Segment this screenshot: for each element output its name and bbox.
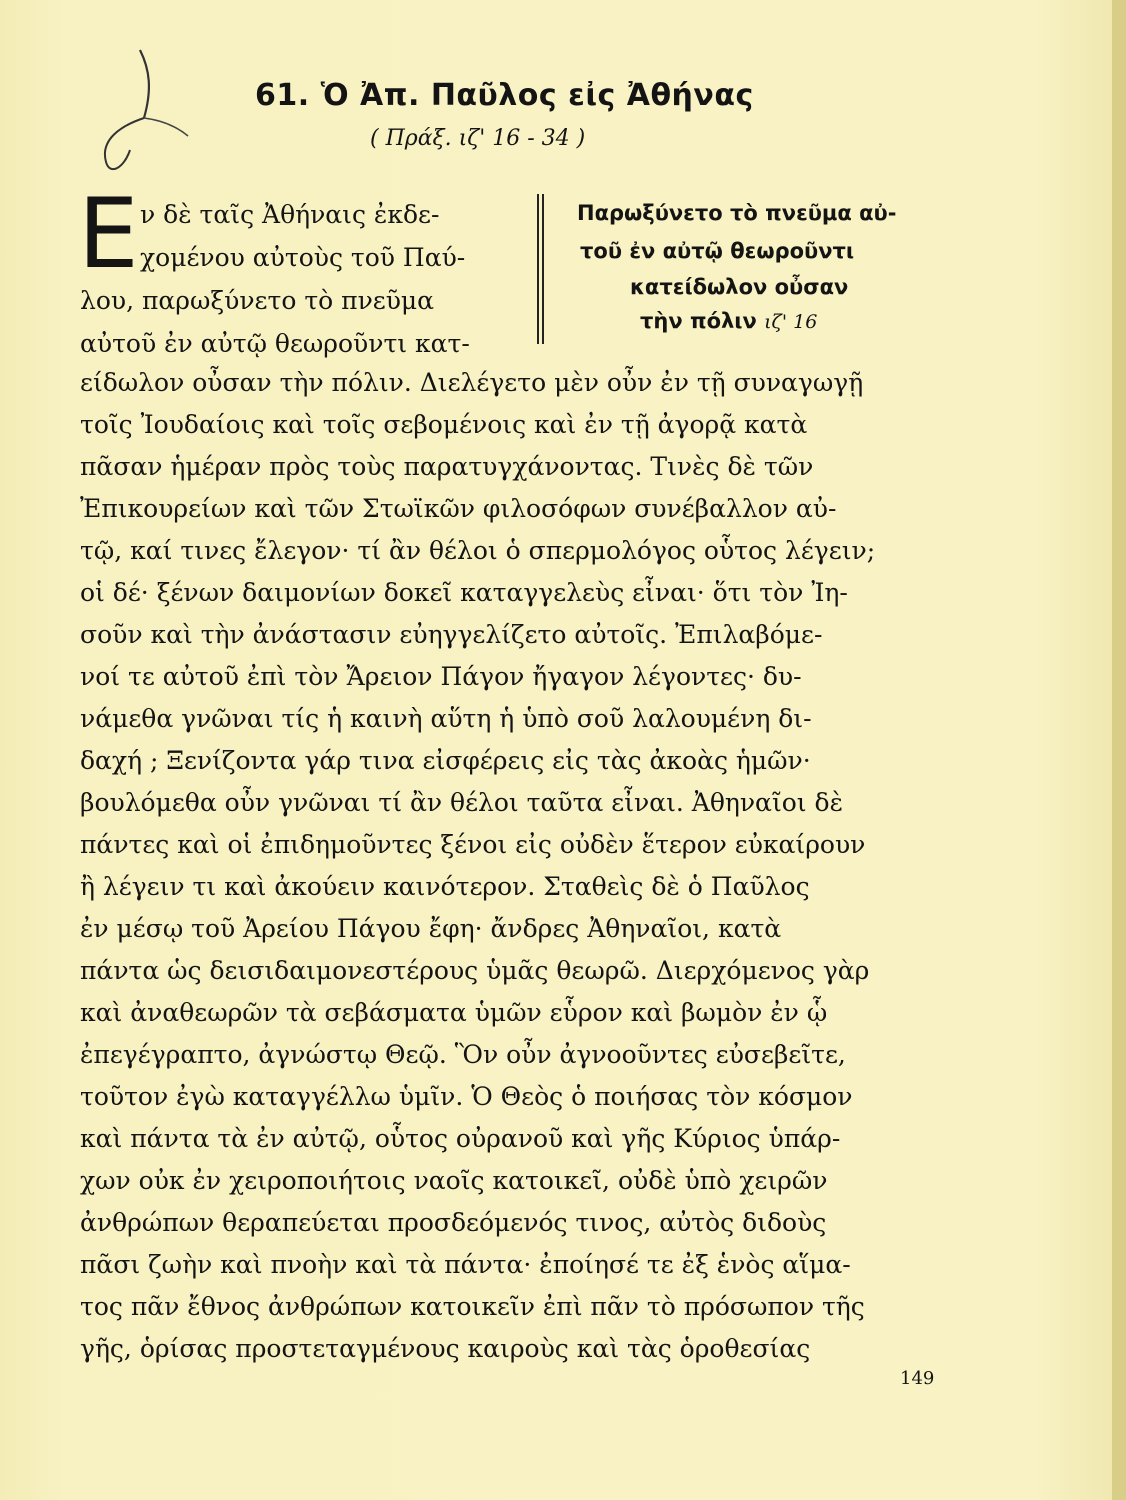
body-line: καὶ πάντα τὰ ἐν αὐτῷ, οὗτος οὐρανοῦ καὶ γῆς Κύριος ὑπάρ- bbox=[80, 1124, 841, 1153]
body-line: καὶ ἀναθεωρῶν τὰ σεβάσματα ὑμῶν εὗρον καὶ βωμὸν ἐν ᾧ bbox=[80, 998, 828, 1027]
page-number: 149 bbox=[900, 1368, 935, 1389]
summary-line: τὴν πόλιν bbox=[640, 309, 757, 333]
body-line: οἱ δέ· ξένων δαιμονίων δοκεῖ καταγγελεὺς εἶναι· ὅτι τὸν Ἰη- bbox=[80, 578, 848, 607]
body-line: Ἐπικουρείων καὶ τῶν Στωϊκῶν φιλοσόφων συνέβαλλον αὐ- bbox=[80, 494, 837, 523]
body-line: τοῖς Ἰουδαίοις καὶ τοῖς σεβομένοις καὶ ἐν τῇ ἀγορᾷ κατὰ bbox=[80, 410, 808, 439]
drop-cap: Ε bbox=[78, 178, 139, 290]
body-line: βουλόμεθα οὖν γνῶναι τί ἂν θέλοι ταῦτα εἶναι. Ἀθηναῖοι δὲ bbox=[80, 788, 844, 817]
body-line: νάμεθα γνῶναι τίς ἡ καινὴ αὕτη ἡ ὑπὸ σοῦ λαλουμένη δι- bbox=[80, 704, 812, 733]
body-line: χων οὐκ ἐν χειροποιήτοις ναοῖς κατοικεῖ, οὐδὲ ὑπὸ χειρῶν bbox=[80, 1166, 828, 1195]
summary-line-last bbox=[640, 306, 817, 337]
body-line: σοῦν καὶ τὴν ἀνάστασιν εὐηγγελίζετο αὐτοῖς. Ἐπιλαβόμε- bbox=[80, 620, 823, 649]
body-line: είδωλον οὖσαν τὴν πόλιν. Διελέγετο μὲν οὖν ἐν τῇ συναγωγῇ bbox=[80, 368, 864, 397]
body-line: ἀνθρώπων θεραπεύεται προσδεόμενός τινος, αὐτὸς διδοὺς bbox=[80, 1208, 827, 1237]
body-line: δαχή ; Ξενίζοντα γάρ τινα εἰσφέρεις εἰς τὰς ἀκοὰς ἡμῶν· bbox=[80, 746, 811, 775]
body-line: τῷ, καί τινες ἔλεγον· τί ἂν θέλοι ὁ σπερμολόγος οὗτος λέγειν; bbox=[80, 536, 876, 565]
body-line: τοῦτον ἐγὼ καταγγέλλω ὑμῖν. Ὁ Θεὸς ὁ ποιήσας τὸν κόσμον bbox=[80, 1082, 853, 1111]
summary-line: κατείδωλον οὖσαν bbox=[630, 275, 849, 299]
page-edge bbox=[1112, 0, 1126, 1500]
chapter-title: 61. Ὁ Ἀπ. Παῦλος εἰς Ἀθήνας bbox=[255, 78, 754, 113]
body-line: πάντες καὶ οἱ ἐπιδημοῦντες ξένοι εἰς οὐδὲν ἕτερον εὐκαίρουν bbox=[80, 830, 866, 859]
summary-line: τοῦ ἐν αὐτῷ θεωροῦντι bbox=[580, 239, 855, 263]
body-line: τος πᾶν ἔθνος ἀνθρώπων κατοικεῖν ἐπὶ πᾶν τὸ πρόσωπον τῆς bbox=[80, 1292, 865, 1321]
body-line: χομένου αὐτοὺς τοῦ Παύ- bbox=[140, 243, 466, 272]
summary-reference: ιζ' 16 bbox=[764, 311, 818, 333]
summary-line: Παρωξύνετο τὸ πνεῦμα αὐ- bbox=[577, 201, 897, 225]
body-line: ἐν μέσῳ τοῦ Ἀρείου Πάγου ἔφη· ἄνδρες Ἀθηναῖοι, κατὰ bbox=[80, 914, 782, 943]
body-line: πᾶσαν ἡμέραν πρὸς τοὺς παρατυγχάνοντας. Τινὲς δὲ τῶν bbox=[80, 452, 814, 481]
body-line: ἢ λέγειν τι καὶ ἀκούειν καινότερον. Σταθεὶς δὲ ὁ Παῦλος bbox=[80, 872, 810, 901]
body-line: νοί τε αὐτοῦ ἐπὶ τὸν Ἄρειον Πάγον ἤγαγον λέγοντες· δυ- bbox=[80, 662, 802, 691]
chapter-reference: ( Πράξ. ιζ' 16 - 34 ) bbox=[370, 126, 586, 151]
body-line: αὐτοῦ ἐν αὐτῷ θεωροῦντι κατ- bbox=[80, 329, 470, 358]
body-line: πᾶσι ζωὴν καὶ πνοὴν καὶ τὰ πάντα· ἐποίησέ τε ἐξ ἑνὸς αἵμα- bbox=[80, 1250, 851, 1279]
body-line: ν δὲ ταῖς Ἀθήναις ἐκδε- bbox=[140, 200, 440, 229]
body-line: ἐπεγέγραπτο, ἀγνώστῳ Θεῷ. Ὃν οὖν ἀγνοοῦντες εὐσεβεῖτε, bbox=[80, 1040, 846, 1069]
column-divider bbox=[537, 194, 539, 344]
body-line: λου, παρωξύνετο τὸ πνεῦμα bbox=[80, 286, 435, 315]
body-line: γῆς, ὁρίσας προστεταγμένους καιροὺς καὶ τὰς ὁροθεσίας bbox=[80, 1334, 811, 1363]
column-divider bbox=[542, 194, 544, 344]
pencil-annotation-mark bbox=[80, 40, 200, 190]
body-line: πάντα ὡς δεισιδαιμονεστέρους ὑμᾶς θεωρῶ. Διερχόμενος γὰρ bbox=[80, 956, 870, 985]
